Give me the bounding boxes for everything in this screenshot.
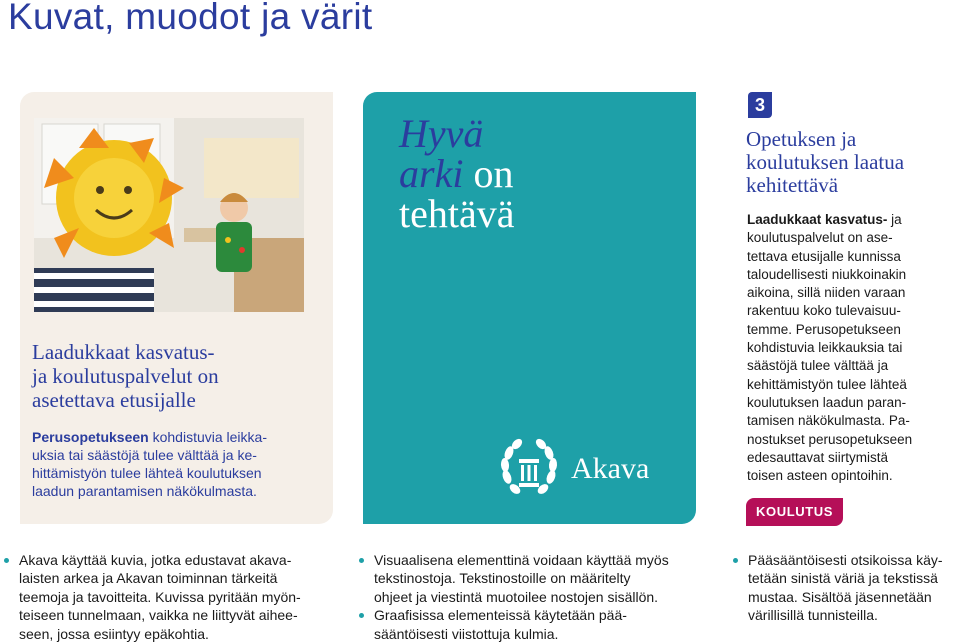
category-tag: KOULUTUS (746, 498, 843, 526)
card1-body-line: hittämistyön tulee lähteä koulutuksen (32, 465, 262, 481)
slogan-word: tehtävä (399, 191, 515, 236)
list-item-line: tekstinostoja. Tekstinostoille on määritelty (374, 570, 631, 587)
card1-body-bold: Perusopetukseen (32, 429, 149, 445)
list-item (359, 606, 704, 643)
akava-logo-text: Akava (571, 452, 650, 485)
card1-body-line: uksia tai säästöjä tulee välttää ja ke- (32, 447, 257, 463)
list-item-line: laisten arkea ja Akavan toiminnan tärkeitä (19, 570, 278, 587)
col3-body-line: kohdistuvia leikkauksia tai (747, 340, 903, 356)
bullet-list (733, 551, 960, 625)
slogan-word: on (463, 151, 514, 196)
slogan-word: arki (399, 151, 464, 196)
col3-body-line: aikoina, sillä niiden varaan (747, 285, 906, 301)
list-item-line: värillisillä tunnisteilla. (748, 607, 878, 624)
col3-body-line: edesauttavat siirtymistä (747, 449, 889, 465)
slogan-card (363, 92, 696, 524)
col3-heading-line: koulutuksen laatua (746, 150, 905, 174)
card1-heading (32, 340, 322, 412)
card1-body-line: laadun parantamisen näkökulmasta. (32, 483, 257, 499)
list-item-line: Akava käyttää kuvia, jotka edustavat akava- (19, 552, 292, 568)
bullet-list (4, 551, 346, 643)
card1-heading-line: ja koulutuspalvelut on (32, 364, 219, 388)
card1-body-line: kohdistuvia leikka- (148, 429, 267, 445)
col3-body-line: kehittämistyön tulee lähteä (747, 376, 907, 392)
card1-heading-line: asetettava etusijalle (32, 388, 196, 412)
slogan-word: Hyvä (399, 111, 484, 156)
col3-heading (746, 128, 956, 197)
col3-body-line: taloudellisesti niukkoinakin (747, 266, 907, 282)
card1-body (32, 428, 322, 500)
page-title: Kuvat, muodot ja värit (8, 0, 373, 37)
list-item-line: teemoja ja tavoitteita. Kuvissa pyritään myön- (19, 588, 301, 605)
col3-body-line: säästöjä tulee välttää ja (747, 358, 889, 374)
list-item-line: Visuaalisena elementtinä voidaan käyttää myös (374, 552, 669, 568)
list-item-line: Graafisissa elementeissä käytetään pää- (374, 607, 627, 624)
col3-body-line: koulutuksen laadun paran- (747, 394, 907, 410)
col3-body-bold: Laadukkaat kasvatus- (747, 212, 888, 227)
col3-body-line: nostukset perusopetukseen (747, 431, 913, 447)
slogan-heading (399, 111, 679, 236)
col3-body-line: temme. Perusopetukseen (747, 321, 901, 337)
list-item (733, 551, 960, 625)
card1-heading-line: Laadukkaat kasvatus- (32, 340, 215, 364)
children-photo (34, 118, 304, 312)
col3-body-line: ja (887, 212, 902, 227)
list-item-line: ohjeet ja viestintä muotoilee nostojen sisällön. (374, 588, 659, 605)
list-item-line: tetään sinistä väriä ja tekstissä (748, 570, 938, 587)
col3-heading-line: Opetuksen ja (746, 127, 857, 151)
col3-heading-line: kehitettävä (746, 173, 839, 197)
col3-body-line: koulutuspalvelut on ase- (747, 230, 893, 246)
col3-body-line: toisen asteen opintoihin. (747, 468, 893, 484)
list-item-line: mustaa. Sisältöä jäsennetään (748, 588, 932, 605)
list-item-line: sääntöisesti viistottuja kulmia. (374, 625, 559, 642)
col3-body-line: rakentuu koko tulevaisuu- (747, 303, 901, 319)
number-badge: 3 (748, 92, 772, 118)
akava-laurel-logo-icon (497, 437, 561, 501)
col3-body-line: tamisen näkökulmasta. Pa- (747, 413, 910, 429)
list-item (359, 551, 704, 606)
col3-body (747, 211, 952, 485)
photo-card (20, 92, 333, 524)
col3-body-line: tettava etusijalle kunnissa (747, 248, 901, 264)
bullet-list (359, 551, 704, 643)
list-item (4, 551, 346, 643)
list-item-line: Pääsääntöisesti otsikoissa käy- (748, 552, 943, 568)
list-item-line: seen, jossa esiintyy epäkohtia. (19, 625, 209, 642)
list-item-line: teiseen tunnelmaan, vaikka ne liittyvät aihee- (19, 607, 298, 624)
